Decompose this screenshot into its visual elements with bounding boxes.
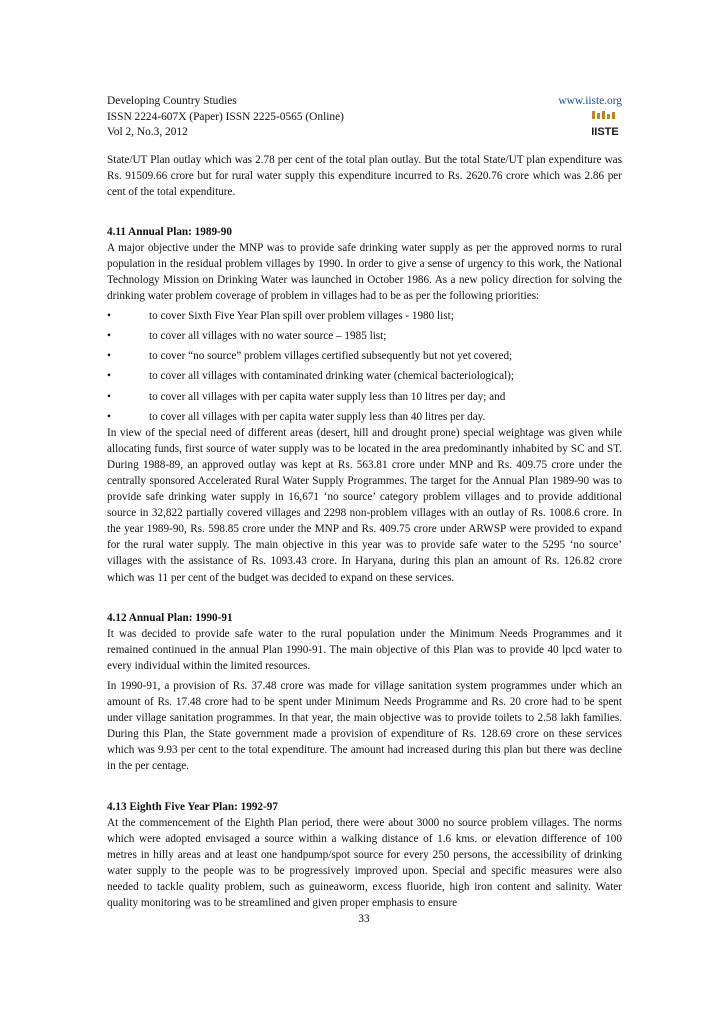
section-heading: 4.13 Eighth Five Year Plan: 1992-97 <box>107 800 278 813</box>
list-item: • to cover all villages with contaminated drinking water (chemical bacteriological); <box>107 368 622 384</box>
bullet-icon: • <box>107 350 111 363</box>
bullet-icon: • <box>107 390 111 403</box>
section-heading: 4.12 Annual Plan: 1990-91 <box>107 611 233 624</box>
section-paragraph: In view of the special need of different areas (desert, hill and drought prone) special weightage was given while allocating funds, first source of water supply was to be located in the area predominantly inhabited by SC and ST. During 1988-89, an approved outlay was kept at Rs. 563.81 crore under MNP and Rs. 409.75 crore under the centrally sponsored Accelerated Rural Water Supply Programmes. The target for the Annual Plan 1989-90 was to provide safe drinking water supply in 16,671 ‘no source’ category problem villages and to provide additional source in 32,822 partially covered villages and 2298 non-problem villages with an outlay of Rs. 1008.6 crore. In the year 1989-90, Rs. 598.85 crore under the MNP and Rs. 409.75 crore under ARWSP were provided to expand for the rural water supply. The main objective in this year was to provide safe water to the 5295 ‘no source’ villages with the assistance of Rs. 1093.43 crore. In Haryana, during this plan an amount of Rs. 126.82 crore which was 11 per cent of the budget was decided to expand on these services. <box>107 426 622 584</box>
journal-volume: Vol 2, No.3, 2012 <box>107 126 188 138</box>
journal-header <box>107 94 622 141</box>
list-item: • to cover all villages with per capita water supply less than 40 litres per day. <box>107 409 622 425</box>
section-paragraph: In 1990-91, a provision of Rs. 37.48 crore was made for village sanitation system programmes under which an amount of Rs. 17.48 crore had to be spent under Minimum Needs Programme and Rs. 20 crore had to be spent under village sanitation programmes. In that year, the main objective was to provide toilets to 2.58 lakh families. During this Plan, the State government made a provision of expenditure of Rs. 128.69 crore on these services which was 9.93 per cent to the total expenditure. The amount had increased during this plan but there was decline in the per centage. <box>107 679 622 773</box>
iiste-logo <box>588 111 622 140</box>
bullet-icon: • <box>107 410 111 423</box>
journal-name: Developing Country Studies <box>107 95 237 107</box>
section-paragraph: It was decided to provide safe water to the rural population under the Minimum Needs Programmes and it remained continued in the annual Plan 1990-91. The main objective of this Plan was to provide 40 lpcd water to every individual within the limited resources. <box>107 627 622 672</box>
section-heading: 4.11 Annual Plan: 1989-90 <box>107 225 232 238</box>
bullet-icon: • <box>107 330 111 343</box>
section-paragraph: At the commencement of the Eighth Plan period, there were about 3000 no source problem villages. The norms which were adopted envisaged a source within a walking distance of 1.6 kms. or elevation difference of 100 metres in hilly areas and at least one handpump/spot source for every 250 persons, the accessibility of drinking water supply to the people was to be progressively improved upon. Special and specific measures were also needed to tackle quality problem, such as guineaworm, excess fluoride, high iron content and salinity. Water quality monitoring was to be streamlined and given proper emphasis to ensure <box>107 816 622 909</box>
list-item: • to cover all villages with no water source – 1985 list; <box>107 328 622 344</box>
section-4-11 <box>107 224 622 586</box>
list-item: • to cover all villages with per capita water supply less than 10 litres per day; and <box>107 389 622 405</box>
logo-text: IISTE <box>591 126 619 138</box>
journal-url-link[interactable]: www.iiste.org <box>558 95 622 107</box>
section-4-13 <box>107 799 622 912</box>
bullet-icon: • <box>107 310 111 323</box>
list-item: • to cover Sixth Five Year Plan spill over problem villages - 1980 list; <box>107 308 622 324</box>
page-body <box>107 94 622 911</box>
intro-paragraph: State/UT Plan outlay which was 2.78 per cent of the total plan outlay. But the total State/UT plan expenditure was Rs. 91509.66 crore but for rural water supply this expenditure incurred to Rs. 2620.76 crore which was 2.86 per cent of the total expenditure. <box>107 153 622 198</box>
list-item: • to cover “no source” problem villages certified subsequently but not yet covered; <box>107 348 622 364</box>
section-paragraph: A major objective under the MNP was to provide safe drinking water supply as per the approved norms to rural population in the residual problem villages by 1990. In order to give a sense of urgency to this work, the National Technology Mission on Drinking Water was launched in October 1986. As a new policy direction for solving the drinking water problem coverage of problem in villages had to be as per the following priorities: <box>107 241 622 303</box>
page-number: 33 <box>358 913 370 925</box>
bullet-icon: • <box>107 370 111 383</box>
priority-list <box>107 308 622 425</box>
journal-issn: ISSN 2224-607X (Paper) ISSN 2225-0565 (Online) <box>107 110 344 123</box>
section-4-12 <box>107 610 622 775</box>
